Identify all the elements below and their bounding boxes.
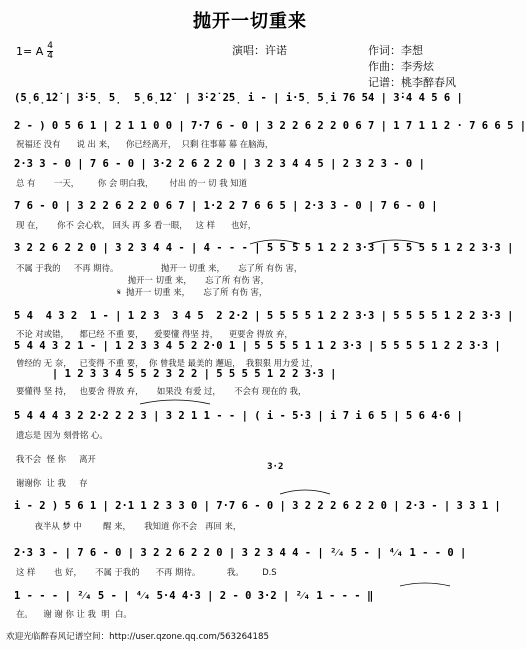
lyric-line: 这 样 也 好， 不属 于我的 不再 期待。 我。 D.S	[16, 567, 277, 577]
notation-row: 2·3 3 - 0 | 7 6 - 0 | 3·2 2 6 2 2 0 | 3 2 3 4 4 5 | 2 3 2 3 - 0 |	[14, 158, 425, 170]
transcriber-credit: 记谱：桃李醉春风	[368, 76, 456, 89]
key-label: 1= A	[16, 45, 44, 58]
lyric-line: 现 在， 你不 会心软， 回头 再 多 看一眼， 这 样 也好，	[16, 220, 257, 230]
notation-row: 1 - - - | ²⁄₄ 5 - | ⁴⁄₄ 5·4 4·3 | 2 - 0 3·2 | ²⁄₄ 1 - - - ‖	[14, 590, 374, 602]
lyric-line: 遗忘是 因为 刻骨铭 心。	[16, 430, 108, 440]
notation-row: 5 4 4 3 2 1 - | 1 2 3 3 4 5 2 2·2 | 5 5 5 5 1 2 2 3·3 | 5 5 5 5 1 2 2 3·3 |	[14, 310, 514, 322]
notation-row: 5 4 4 4 3 2 2·2 2 2 3 | 3 2 1 1 - - | ( i - 5·3 | i 7 i 6 5 | 5 6 4·6 |	[14, 410, 463, 422]
lyric-line: 抛开一 切重 来， 忘了所 有伤 害，	[16, 275, 270, 285]
lyric-line: 𝄋 抛开一 切重 来， 忘了所 有伤 害，	[16, 287, 268, 297]
lyric-line: 总 有 一天， 你 会 明白我， 付出 的一 切 我 知道	[16, 178, 248, 188]
lyric-line: 在。 谢 谢 你 让 我 明 白。	[16, 609, 132, 619]
notation-row: 3·2	[110, 462, 284, 472]
lyricist-credit: 作词：李想	[368, 44, 423, 57]
lyric-line: 夜半从 梦 中 醒 来， 我知道 你不会 再回 来，	[16, 521, 242, 531]
composer-credit: 作曲：李秀炫	[368, 60, 434, 73]
notation-row: | 1 2 3 3 4 5 5 2 3 2 2 | 5 5 5 5 1 2 2 3·3 |	[14, 368, 337, 380]
notation-row: 2 - ) 0 5 6 1 | 2 1 1 0 0 | 7·7 6 - 0 | 3 2 2 6 2 2 0 6 7 | 1 7 1 1 2 · 7 6 6 5 |	[14, 120, 526, 132]
lyric-line: 谢谢你 让 我 存	[16, 478, 88, 488]
footer-note: 欢迎光临醉春风记谱空间：http://user.qzone.qq.com/563264185	[6, 632, 269, 642]
lyric-line: 曾经的 无 奈， 已变得 不重 要， 你 曾我是 最美的 邂逅， 我狠狠 用力爱 过，	[16, 358, 319, 368]
notation-row: (5̣6̣1̇2̇ | 3̇·5̣ 5̣ 5̣6̣1̇2̇ | 3̇·2̇ 2̇5̣ i - | i·5̣ 5̣i 76 54 | 3̇·4 4 5 6 |	[14, 92, 463, 104]
song-title: 抛开一切重来	[193, 11, 307, 32]
lyric-line: 不属 于我的 不再 期待。 抛开一 切重 来， 忘了所 有伤 害，	[16, 263, 303, 273]
lyric-line: 祝福还 没有 说 出 来， 你已经离开， 只剩 往事幕 幕 在脑海，	[16, 139, 274, 149]
time-sig-bottom: 4	[47, 51, 53, 61]
notation-row: 7 6 - 0 | 3 2 2 6 2 2 0 6 7 | 1·2 2 7 6 6 5 | 2·3 3 - 0 | 7 6 - 0 |	[14, 200, 438, 212]
lyric-line: 不论 对或错， 都已经 不重 要， 爱要懂 得坚 持， 更要舍 得放 弃，	[16, 329, 293, 339]
notation-row: 2·3 3 - | 7 6 - 0 | 3 2 2 6 2 2 0 | 3 2 3 4 4 - | ²⁄₄ 5 - | ⁴⁄₄ 1 - - 0 |	[14, 547, 467, 559]
notation-row: 5 4 4 3 2 1 - | 1 2 3 3 4 5 2 2·0 1 | 5 5 5 5 1 1 2 3·3 | 5 5 5 5 1 2 2 3·3 |	[14, 340, 501, 352]
lyric-line: 我不会 怪 你 离开	[16, 454, 96, 464]
singer-credit: 演唱：许诺	[232, 44, 287, 57]
notation-row: i - 2 ) 5 6 1 | 2·1 1 2 3 3 0 | 7·7 6 - 0 | 3 2 2 2 6 2 2 0 | 2·3 - | 3 3 1 |	[14, 500, 501, 512]
notation-row: 3 2 2 6 2 2 0 | 3 2 3 4 4 - | 4 - - - | 5 5 5 5 1 2 2 3·3 | 5 5 5 5 1 2 2 3·3 |	[14, 242, 514, 254]
time-sig-top: 4	[47, 41, 53, 51]
lyric-line: 要懂得 坚 持， 也要舍 得放 弃， 如果没 有爱 过， 不会有 现在的 我，	[16, 386, 307, 396]
